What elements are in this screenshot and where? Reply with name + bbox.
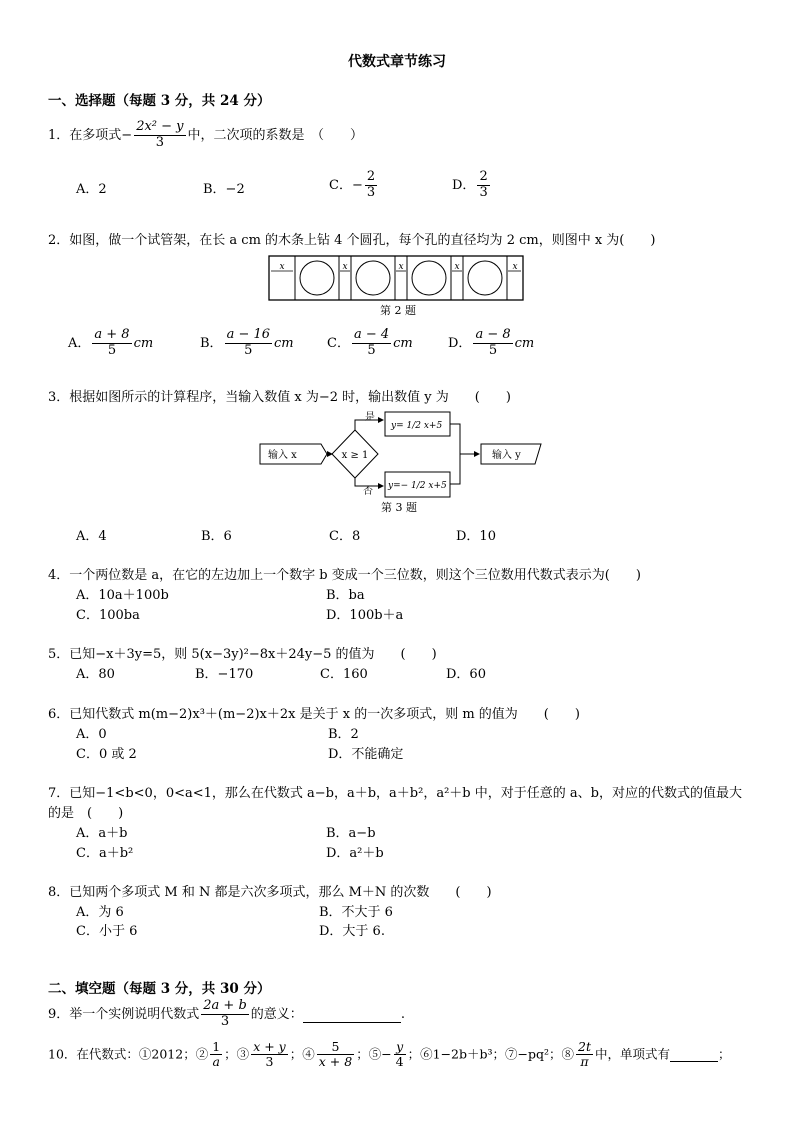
q5-option-b: B．−170 xyxy=(195,667,254,682)
q2-option-c: C． $\frac{a - 4}{5}$ cm xyxy=(327,327,413,358)
q4-option-d: D．100b＋a xyxy=(326,608,404,623)
q8-option-c: C．小于 6 xyxy=(76,924,138,939)
x-label: x xyxy=(398,262,404,272)
q3-option-a: A．4 xyxy=(76,529,107,544)
q3-option-b: B．6 xyxy=(201,529,232,544)
output-label: 输入 y xyxy=(492,450,521,461)
figure-3-caption: 第 3 题 xyxy=(381,501,417,514)
q1-stem-end: 中，二次项的系数是 （ ） xyxy=(187,127,364,143)
question-6: 6．已知代数式 m(m−2)x³＋(m−2)x＋2x 是关于 x 的一次多项式，则 m 的值为 ( ) xyxy=(48,707,580,722)
q8-option-d: D．大于 6. xyxy=(319,924,385,939)
q2-option-d: D． $\frac{a - 8}{5}$ cm xyxy=(448,327,535,358)
q7-option-a: A．a＋b xyxy=(76,826,128,841)
condition-label: x ≥ 1 xyxy=(341,450,369,461)
q1-option-a: A．2 xyxy=(76,182,107,197)
q4-option-a: A．10a＋100b xyxy=(76,588,169,603)
q6-option-b: B．2 xyxy=(328,727,359,742)
q1-fraction: $\frac{\text{2x² − y}}{3}$ xyxy=(136,119,184,150)
figure-2-caption: 第 2 题 xyxy=(380,304,416,317)
q9-answer-blank[interactable] xyxy=(303,1007,401,1023)
no-label: 否 xyxy=(363,486,373,497)
question-4: 4．一个两位数是 a，在它的左边加上一个数字 b 变成一个三位数，则这个三位数用代数式表示为( ) xyxy=(48,568,641,583)
q1-minus: − xyxy=(121,127,133,143)
x-label: x xyxy=(512,262,518,272)
q8-option-a: A．为 6 xyxy=(76,905,124,920)
q6-option-a: A．0 xyxy=(76,727,107,742)
q7-option-c: C．a＋b² xyxy=(76,846,134,861)
question-7-line-2: 的是 ( ) xyxy=(48,806,124,821)
section-heading-fill-in: 二、填空题（每题 3 分，共 30 分） xyxy=(48,981,271,997)
question-5: 5．已知−x＋3y=5，则 5(x−3y)²−8x＋24y−5 的值为 ( ) xyxy=(48,647,437,662)
q5-option-c: C．160 xyxy=(320,667,368,682)
q2-option-a: A． $\frac{a + 8}{5}$ cm xyxy=(68,327,154,358)
q6-option-d: D．不能确定 xyxy=(328,747,404,762)
q9-fraction: $\frac{2a + b}{3}$ xyxy=(203,998,247,1029)
no-formula: y=− 1/2 x+5 xyxy=(388,481,447,491)
page-title: 代数式章节练习 xyxy=(348,54,446,70)
question-8: 8．已知两个多项式 M 和 N 都是六次多项式，那么 M＋N 的次数 ( ) xyxy=(48,885,492,900)
q1-stem-start: 1．在多项式 xyxy=(48,127,122,143)
q2-option-b: B． $\frac{a - 16}{5}$ cm xyxy=(200,327,294,358)
yes-formula: y= 1/2 x+5 xyxy=(391,421,443,431)
q10-answer-blank[interactable] xyxy=(670,1046,718,1062)
q5-option-a: A．80 xyxy=(76,667,115,682)
hole-4 xyxy=(468,261,502,295)
q8-option-b: B．不大于 6 xyxy=(319,905,393,920)
hole-2 xyxy=(356,261,390,295)
hole-1 xyxy=(300,261,334,295)
q3-option-c: C．8 xyxy=(329,529,361,544)
question-7-line-1: 7．已知−1<b<0，0<a<1，那么在代数式 a−b，a＋b，a＋b²，a²＋b 中，对于任意的 a、b，对应的代数式的值最大 xyxy=(48,786,742,801)
q3-option-d: D．10 xyxy=(456,529,496,544)
q4-option-c: C．100ba xyxy=(76,608,140,623)
q1-option-b: B．−2 xyxy=(203,182,245,197)
q7-option-b: B．a−b xyxy=(326,826,376,841)
section-heading-choice: 一、选择题（每题 3 分，共 24 分） xyxy=(48,93,271,109)
q6-option-c: C．0 或 2 xyxy=(76,747,137,762)
x-label: x xyxy=(342,262,348,272)
input-label: 输入 x xyxy=(268,450,297,461)
test-tube-rack-figure xyxy=(268,255,524,301)
flowchart-figure xyxy=(255,408,545,498)
q7-option-d: D．a²＋b xyxy=(326,846,384,861)
x-label: x xyxy=(279,262,285,272)
x-label: x xyxy=(454,262,460,272)
question-2: 2．如图，做一个试管架，在长 a cm 的木条上钻 4 个圆孔，每个孔的直径均为 2 cm，则图中 x 为( ) xyxy=(48,233,656,248)
q1-option-d: D． $\frac{2}{3}$ xyxy=(452,169,488,200)
q1-option-c: C．− $\frac{2}{3}$ xyxy=(329,169,376,200)
question-10: 10．在代数式：①2012；② $\frac{1}{a}$ ；③ $\frac{x + y}{3}$ ；④ $\frac{5}{x + 8}$ ；⑤− $\frac{y}{4}$ ；⑥1−2b＋b³；⑦−pq²；⑧ $\frac{2t}{\pi}$ 中，单项式有 ； xyxy=(48,1039,731,1070)
question-1 xyxy=(48,120,363,151)
q5-option-d: D．60 xyxy=(446,667,486,682)
hole-3 xyxy=(412,261,446,295)
question-3: 3．根据如图所示的计算程序，当输入数值 x 为−2 时，输出数值 y 为 ( ) xyxy=(48,390,511,405)
question-9: 9．举一个实例说明代数式 $\frac{2a + b}{3}$ 的意义： . xyxy=(48,998,405,1029)
yes-label: 是 xyxy=(365,412,375,423)
q4-option-b: B．ba xyxy=(326,588,365,603)
